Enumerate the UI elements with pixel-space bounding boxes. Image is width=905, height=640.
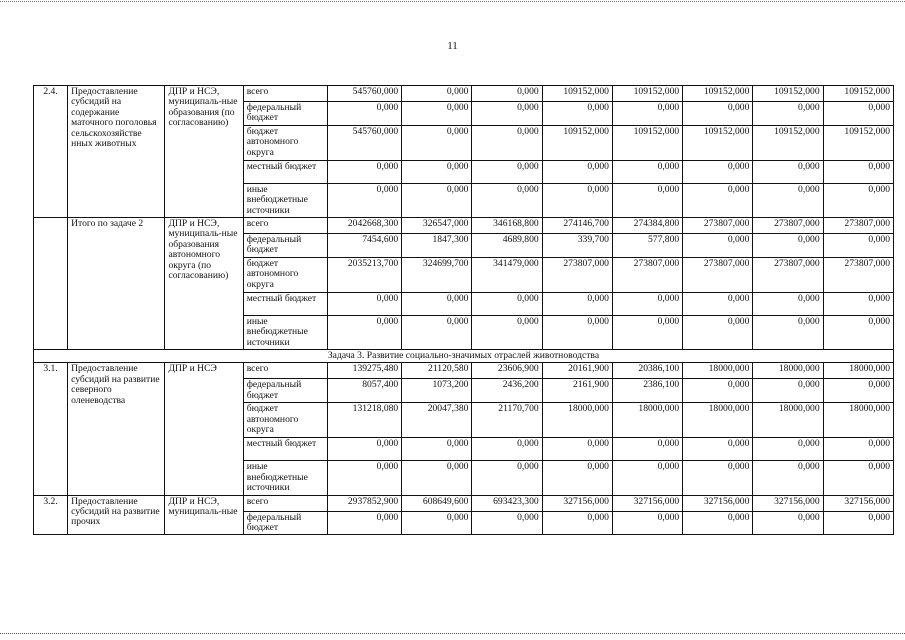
funding-value: 0,000 [472,160,542,183]
task-heading-row [34,350,894,363]
funding-value: 0,000 [472,438,542,461]
funding-value: 324699,700 [402,257,472,292]
funding-value: 18000,000 [612,403,682,438]
funding-value: 0,000 [823,183,893,217]
funding-value: 0,000 [823,292,893,315]
funding-value: 0,000 [612,461,682,495]
funding-value: 0,000 [612,511,682,535]
funding-value: 0,000 [612,160,682,183]
funding-value: 273807,000 [753,218,823,234]
funding-source: всего [243,495,327,511]
funding-value: 0,000 [753,379,823,403]
funding-value: 273807,000 [542,257,612,292]
measure-number [34,218,68,350]
funding-value: 0,000 [612,315,682,349]
funding-value: 20386,100 [612,363,682,379]
funding-value: 0,000 [472,125,542,160]
funding-value: 0,000 [542,102,612,126]
funding-source: всего [243,218,327,234]
funding-value: 545760,000 [327,125,401,160]
funding-source: всего [243,86,327,102]
funding-value: 0,000 [542,292,612,315]
funding-source: федеральный бюджет [243,379,327,403]
funding-value: 0,000 [823,160,893,183]
measure-executor: ДПР и НСЭ, муниципаль-ные [165,495,243,535]
funding-value: 18000,000 [542,403,612,438]
funding-value: 7454,600 [327,234,401,258]
funding-value: 0,000 [683,511,753,535]
funding-value: 109152,000 [683,86,753,102]
funding-value: 109152,000 [753,125,823,160]
funding-value: 273807,000 [753,257,823,292]
funding-value: 0,000 [753,315,823,349]
funding-value: 0,000 [472,292,542,315]
funding-value: 273807,000 [823,218,893,234]
budget-table [33,85,894,535]
funding-value: 0,000 [823,461,893,495]
funding-value: 109152,000 [753,86,823,102]
funding-source: местный бюджет [243,438,327,461]
funding-value: 0,000 [402,315,472,349]
funding-source: бюджет автономного округа [243,125,327,160]
funding-value: 0,000 [402,292,472,315]
table-row [34,363,894,379]
funding-value: 0,000 [327,292,401,315]
page-number: 11 [447,40,458,52]
funding-value: 0,000 [542,183,612,217]
funding-value: 109152,000 [683,125,753,160]
funding-value: 608649,600 [402,495,472,511]
funding-value: 0,000 [402,160,472,183]
funding-value: 0,000 [327,102,401,126]
funding-value: 109152,000 [542,86,612,102]
funding-value: 545760,000 [327,86,401,102]
funding-value: 0,000 [612,438,682,461]
funding-source: бюджет автономного округа [243,403,327,438]
funding-value: 0,000 [327,438,401,461]
measure-number: 3.1. [34,363,68,495]
funding-value: 0,000 [753,438,823,461]
funding-value: 0,000 [683,379,753,403]
measure-executor: ДПР и НСЭ [165,363,243,495]
table-row [34,495,894,511]
funding-value: 327156,000 [683,495,753,511]
funding-source: федеральный бюджет [243,511,327,535]
funding-source: местный бюджет [243,160,327,183]
funding-value: 18000,000 [683,363,753,379]
funding-value: 18000,000 [823,403,893,438]
funding-source: иные внебюджетные источники [243,461,327,495]
funding-value: 0,000 [612,102,682,126]
funding-value: 0,000 [327,511,401,535]
measure-name: Предоставление субсидий на развитие северного оленеводства [68,363,165,495]
funding-value: 0,000 [542,315,612,349]
table-row [34,86,894,102]
measure-number: 3.2. [34,495,68,535]
funding-value: 0,000 [612,183,682,217]
funding-value: 20161,900 [542,363,612,379]
funding-value: 0,000 [472,461,542,495]
funding-value: 0,000 [823,234,893,258]
funding-value: 0,000 [472,86,542,102]
measure-name: Итого по задаче 2 [68,218,165,350]
funding-value: 2937852,900 [327,495,401,511]
funding-value: 18000,000 [823,363,893,379]
funding-value: 0,000 [542,461,612,495]
funding-value: 273807,000 [823,257,893,292]
funding-value: 0,000 [402,461,472,495]
funding-value: 326547,000 [402,218,472,234]
funding-value: 273807,000 [683,218,753,234]
funding-value: 346168,800 [472,218,542,234]
funding-value: 4689,800 [472,234,542,258]
funding-value: 0,000 [612,292,682,315]
funding-value: 0,000 [327,315,401,349]
funding-value: 139275,480 [327,363,401,379]
funding-source: всего [243,363,327,379]
funding-source: федеральный бюджет [243,102,327,126]
funding-value: 109152,000 [612,125,682,160]
funding-value: 21120,580 [402,363,472,379]
funding-value: 2436,200 [472,379,542,403]
funding-value: 2035213,700 [327,257,401,292]
funding-value: 0,000 [683,292,753,315]
funding-value: 8057,400 [327,379,401,403]
measure-number: 2.4. [34,86,68,218]
funding-value: 274384,800 [612,218,682,234]
funding-value: 0,000 [823,511,893,535]
funding-value: 577,800 [612,234,682,258]
funding-value: 0,000 [753,160,823,183]
funding-value: 327156,000 [542,495,612,511]
funding-value: 273807,000 [612,257,682,292]
funding-value: 0,000 [823,438,893,461]
measure-name: Предоставление субсидий на развитие прочих [68,495,165,535]
measure-name: Предоставление субсидий на содержание маточного поголовья сельскохозяйстве нных животных [68,86,165,218]
funding-value: 0,000 [542,511,612,535]
task-heading: Задача 3. Развитие социально-значимых отраслей животноводства [34,350,894,363]
funding-value: 274146,700 [542,218,612,234]
funding-value: 0,000 [327,461,401,495]
funding-value: 18000,000 [753,363,823,379]
funding-value: 0,000 [823,315,893,349]
funding-value: 18000,000 [753,403,823,438]
funding-value: 21170,700 [472,403,542,438]
table-row [34,218,894,234]
funding-source: бюджет автономного округа [243,257,327,292]
funding-value: 0,000 [683,234,753,258]
funding-value: 327156,000 [753,495,823,511]
page-bottom-edge [0,633,905,635]
funding-value: 0,000 [472,102,542,126]
funding-value: 0,000 [753,234,823,258]
funding-value: 20047,380 [402,403,472,438]
funding-value: 0,000 [683,315,753,349]
funding-value: 0,000 [472,183,542,217]
funding-value: 693423,300 [472,495,542,511]
funding-value: 1073,200 [402,379,472,403]
funding-value: 131218,080 [327,403,401,438]
funding-source: федеральный бюджет [243,234,327,258]
funding-value: 0,000 [753,292,823,315]
funding-value: 0,000 [472,511,542,535]
funding-value: 23606,900 [472,363,542,379]
funding-value: 0,000 [402,438,472,461]
funding-value: 0,000 [542,160,612,183]
funding-value: 0,000 [327,183,401,217]
funding-value: 109152,000 [612,86,682,102]
funding-value: 0,000 [753,102,823,126]
funding-value: 2161,900 [542,379,612,403]
funding-value: 0,000 [683,438,753,461]
funding-value: 2386,100 [612,379,682,403]
funding-value: 0,000 [402,125,472,160]
funding-value: 0,000 [402,511,472,535]
funding-value: 0,000 [683,183,753,217]
funding-source: иные внебюджетные источники [243,315,327,349]
funding-value: 0,000 [823,102,893,126]
funding-value: 339,700 [542,234,612,258]
funding-value: 109152,000 [823,86,893,102]
funding-value: 0,000 [327,160,401,183]
funding-value: 1847,300 [402,234,472,258]
funding-value: 0,000 [753,511,823,535]
funding-value: 0,000 [683,461,753,495]
funding-value: 341479,000 [472,257,542,292]
funding-value: 109152,000 [823,125,893,160]
funding-value: 109152,000 [542,125,612,160]
funding-value: 327156,000 [612,495,682,511]
funding-value: 0,000 [402,102,472,126]
funding-value: 2042668,300 [327,218,401,234]
funding-value: 18000,000 [683,403,753,438]
funding-value: 0,000 [753,461,823,495]
funding-value: 0,000 [683,102,753,126]
funding-value: 327156,000 [823,495,893,511]
page-top-edge [0,1,905,3]
funding-source: иные внебюджетные источники [243,183,327,217]
funding-value: 0,000 [823,379,893,403]
funding-value: 0,000 [402,86,472,102]
measure-executor: ДПР и НСЭ, муниципаль-ные образования (по согласованию) [165,86,243,218]
funding-value: 0,000 [402,183,472,217]
funding-value: 0,000 [542,438,612,461]
funding-source: местный бюджет [243,292,327,315]
funding-value: 0,000 [753,183,823,217]
funding-value: 0,000 [472,315,542,349]
funding-value: 0,000 [683,160,753,183]
measure-executor: ДПР и НСЭ, муниципаль-ные образования автономного округа (по согласованию) [165,218,243,350]
funding-value: 273807,000 [683,257,753,292]
